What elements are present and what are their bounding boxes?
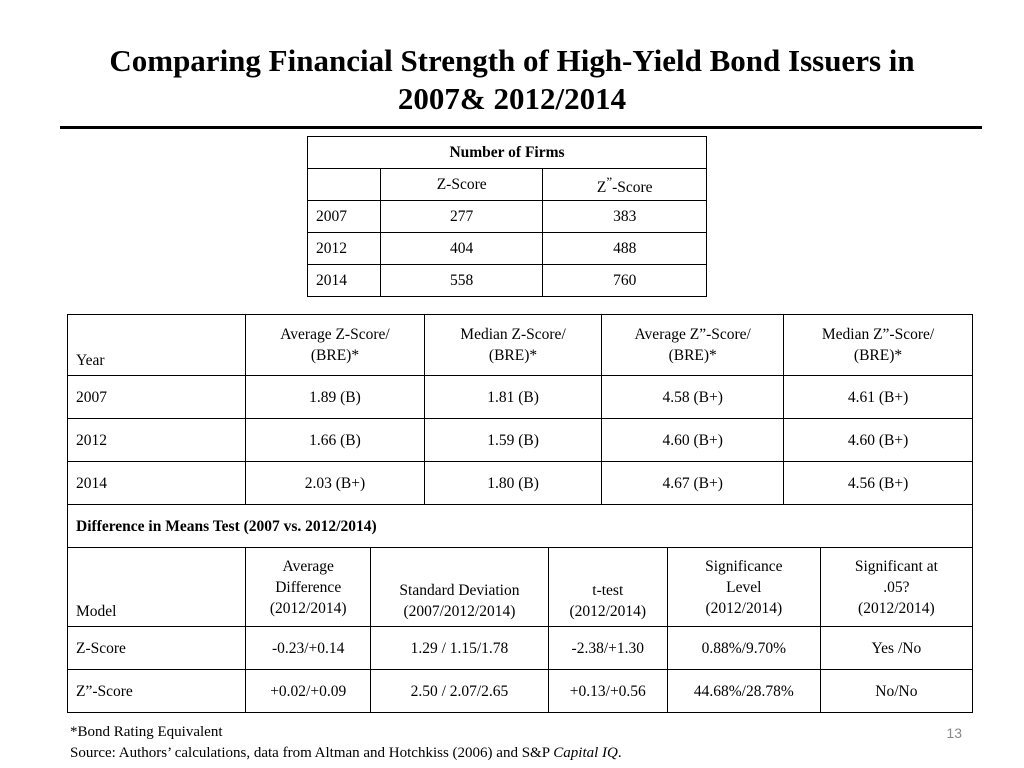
avg-zdp-value: 4.67 (B+) [602, 462, 784, 505]
model-name: Z-Score [68, 627, 246, 670]
avg-zdp-value: 4.60 (B+) [602, 419, 784, 462]
table-row [308, 233, 707, 265]
significance-level-value: 0.88%/9.70% [667, 627, 820, 670]
title-divider [60, 126, 982, 129]
firms-year: 2014 [308, 265, 381, 297]
col-std-deviation: Standard Deviation (2007/2012/2014) [371, 548, 548, 627]
firms-col-zscore: Z-Score [380, 169, 543, 201]
col-avg-zscore: Average Z-Score/ (BRE)* [246, 315, 425, 376]
col-t-test: t-test (2012/2014) [548, 548, 667, 627]
row-year: 2014 [68, 462, 246, 505]
significance-level-value: 44.68%/28.78% [667, 670, 820, 713]
row-year: 2012 [68, 419, 246, 462]
median-zscore-value: 1.80 (B) [424, 462, 602, 505]
col-avg-zdp-score: Average Z”-Score/ (BRE)* [602, 315, 784, 376]
significant-at-05-value: Yes /No [820, 627, 972, 670]
table-row [308, 201, 707, 233]
table-row [68, 670, 973, 713]
avg-zscore-value: 1.66 (B) [246, 419, 425, 462]
avg-zdp-value: 4.58 (B+) [602, 376, 784, 419]
firms-corner-cell [308, 169, 381, 201]
firms-table-header: Number of Firms [308, 137, 707, 169]
col-median-zscore: Median Z-Score/ (BRE)* [424, 315, 602, 376]
slide-title-line1: Comparing Financial Strength of High-Yield Bond Issuers in [109, 43, 915, 78]
firms-year: 2012 [308, 233, 381, 265]
col-significant-at-05: Significant at .05? (2012/2014) [820, 548, 972, 627]
avg-zscore-value: 1.89 (B) [246, 376, 425, 419]
table-row [68, 462, 973, 505]
table-row [68, 627, 973, 670]
firms-z-count: 558 [380, 265, 543, 297]
col-significance-level: Significance Level (2012/2014) [667, 548, 820, 627]
means-test-section-title: Difference in Means Test (2007 vs. 2012/2014) [68, 505, 973, 548]
slide-title-line2: 2007& 2012/2014 [397, 81, 627, 116]
col-model: Model [68, 548, 246, 627]
firms-zpp-count: 488 [543, 233, 707, 265]
std-deviation-value: 2.50 / 2.07/2.65 [371, 670, 548, 713]
footnote-bond-rating: *Bond Rating Equivalent [70, 724, 223, 740]
firms-z-count: 404 [380, 233, 543, 265]
row-year: 2007 [68, 376, 246, 419]
median-zdp-value: 4.56 (B+) [784, 462, 973, 505]
model-name: Z”-Score [68, 670, 246, 713]
avg-difference-value: +0.02/+0.09 [246, 670, 371, 713]
avg-zscore-value: 2.03 (B+) [246, 462, 425, 505]
avg-difference-value: -0.23/+0.14 [246, 627, 371, 670]
median-zscore-value: 1.81 (B) [424, 376, 602, 419]
firms-year: 2007 [308, 201, 381, 233]
median-zdp-value: 4.60 (B+) [784, 419, 973, 462]
median-zdp-value: 4.61 (B+) [784, 376, 973, 419]
source-citation: Source: Authors’ calculations, data from Altman and Hotchkiss (2006) and S&P Capital IQ. [70, 745, 622, 761]
firms-z-count: 277 [380, 201, 543, 233]
firms-zpp-count: 760 [543, 265, 707, 297]
firms-zpp-count: 383 [543, 201, 707, 233]
page-number: 13 [946, 725, 962, 741]
financial-strength-table [67, 314, 973, 713]
table-row [68, 376, 973, 419]
std-deviation-value: 1.29 / 1.15/1.78 [371, 627, 548, 670]
col-year: Year [68, 315, 246, 376]
t-test-value: -2.38/+1.30 [548, 627, 667, 670]
slide-title [40, 42, 984, 118]
col-median-zdp-score: Median Z”-Score/ (BRE)* [784, 315, 973, 376]
table-row [308, 265, 707, 297]
median-zscore-value: 1.59 (B) [424, 419, 602, 462]
col-avg-difference: Average Difference (2012/2014) [246, 548, 371, 627]
number-of-firms-table [307, 136, 707, 297]
t-test-value: +0.13/+0.56 [548, 670, 667, 713]
table-row [68, 419, 973, 462]
firms-col-zdoubleprime: Z”-Score [543, 169, 707, 201]
significant-at-05-value: No/No [820, 670, 972, 713]
